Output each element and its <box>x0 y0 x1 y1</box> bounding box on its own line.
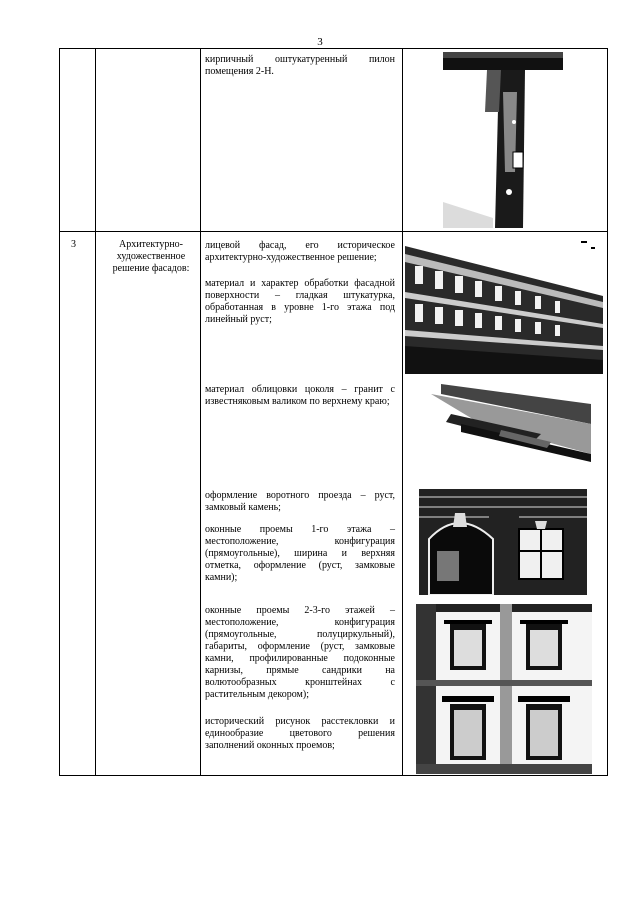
upper-windows-photo <box>416 604 592 774</box>
row-divider <box>59 231 608 232</box>
column-divider-3 <box>402 48 403 776</box>
row-number: 3 <box>71 239 76 250</box>
continued-row-text: кирпичный оштукатуренный пилон помещения 2-Н. <box>205 54 395 77</box>
item-gateway: оформление воротного проезда – руст, замковый камень; <box>205 490 395 513</box>
table-border-right <box>607 48 608 776</box>
protection-table <box>59 48 608 776</box>
item-windows-floor-1: оконные проемы 1-го этажа – местоположение, конфигурация (прямоугольные), ширина и верхняя отметка, оформление (руст, замковые камни); <box>205 524 395 583</box>
gateway-photo <box>419 489 587 595</box>
table-border-top <box>59 48 608 49</box>
item-windows-floors-2-3: оконные проемы 2-3-го этажей – местоположение, конфигурация (прямоугольные, полуциркульный), габариты, оформление (руст, замковые камни, профилированные подоконные карнизы, прямые сандрики на волютообразных кронштейнах с растительным декором); <box>205 605 395 700</box>
column-divider-2 <box>200 48 201 776</box>
item-glazing-pattern: исторический рисунок расстекловки и единообразие цветового решения заполнений оконных проемов; <box>205 716 395 751</box>
page-number: 3 <box>317 36 323 48</box>
item-plinth-cladding: материал облицовки цоколя – гранит с известняковым валиком по верхнему краю; <box>205 384 395 407</box>
table-border-left <box>59 48 60 776</box>
plinth-photo <box>421 384 591 474</box>
facade-photo <box>405 236 603 374</box>
item-facade-solution: лицевой фасад, его историческое архитектурно-художественное решение; <box>205 240 395 263</box>
pylon-photo <box>443 52 563 228</box>
table-border-bottom <box>59 775 608 776</box>
column-divider-1 <box>95 48 96 776</box>
item-surface-finish: материал и характер обработки фасадной поверхности – гладкая штукатурка, обработанная в уровне 1-го этажа под линейный руст; <box>205 278 395 325</box>
row-subject-name: Архитектурно-художественное решение фасадов: <box>112 239 190 274</box>
